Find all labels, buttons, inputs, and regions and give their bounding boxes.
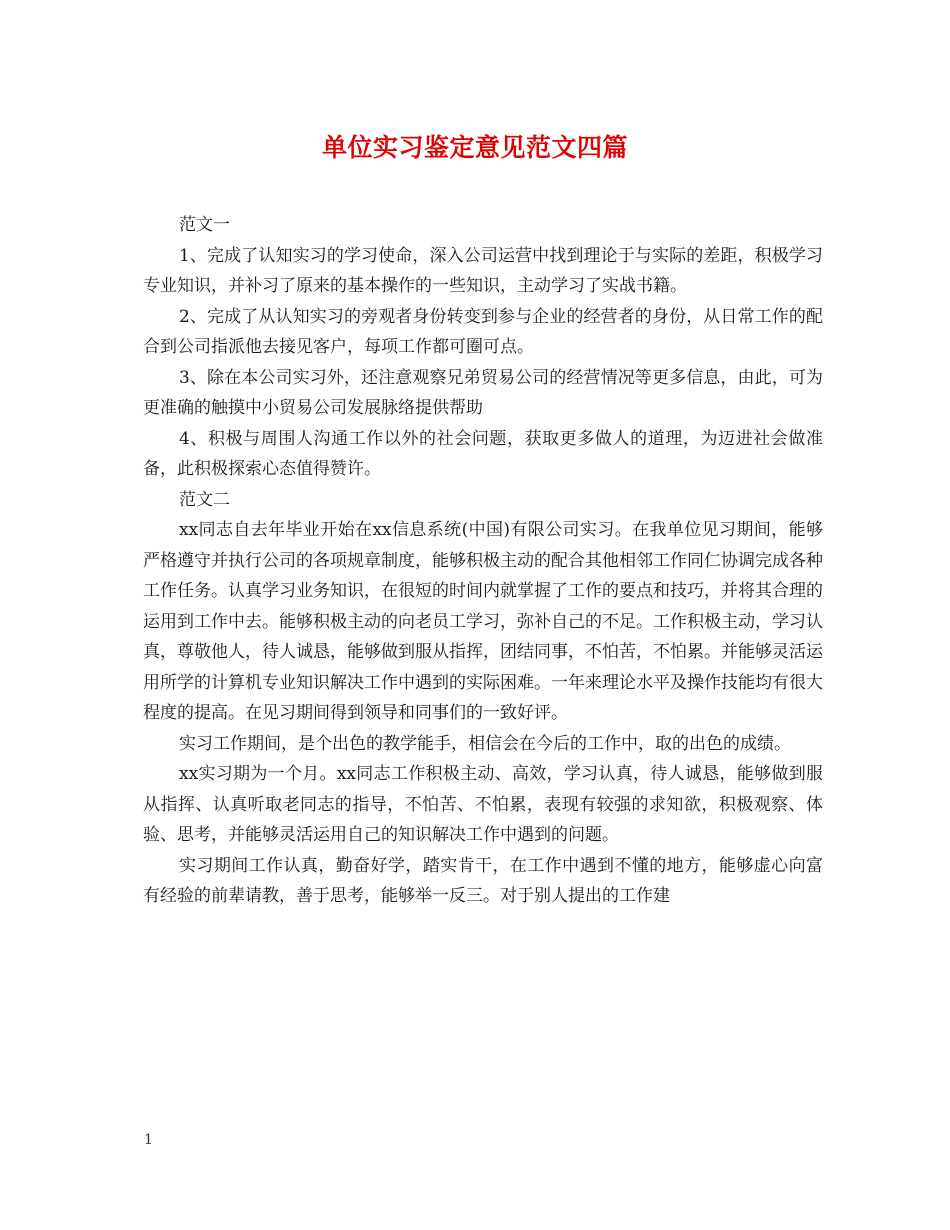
paragraph: 2、完成了从认知实习的旁观者身份转变到参与企业的经营者的身份，从日常工作的配合到公司指派他去接见客户，每项工作都可圈可点。 (143, 306, 823, 357)
paragraph: 4、积极与周围人沟通工作以外的社会问题，获取更多做人的道理，为迈进社会做准备，此积极探索心态值得赞许。 (143, 428, 823, 479)
paragraph: 实习工作期间，是个出色的教学能手，相信会在今后的工作中，取的出色的成绩。 (179, 733, 791, 754)
paragraph: xx同志自去年毕业开始在xx信息系统(中国)有限公司实习。在我单位见习期间，能够严格遵守并执行公司的各项规章制度，能够积极主动的配合其他相邻工作同仁协调完成各种工作任务。认真学习业务知识，在很短的时间内就掌握了工作的要点和技巧，并将其合理的运用到工作中去。能够积极主动的向老员工学习，弥补自己的不足。工作积极主动，学习认真，尊敬他人，待人诚恳，能够做到服从指挥，团结同事，不怕苦，不怕累。并能够灵活运用所学的计算机专业知识解决工作中遇到的实际困难。一年来理论水平及操作技能均有很大程度的提高。在见习期间得到领导和同事们的一致好评。 (143, 520, 823, 723)
paragraph: 1、完成了认知实习的学习使命，深入公司运营中找到理论于与实际的差距，积极学习专业知识，并补习了原来的基本操作的一些知识，主动学习了实战书籍。 (143, 245, 823, 296)
paragraph: xx实习期为一个月。xx同志工作积极主动、高效，学习认真，待人诚恳，能够做到服从指挥、认真听取老同志的指导，不怕苦、不怕累，表现有较强的求知欲，积极观察、体验、思考，并能够灵活运用自己的知识解决工作中遇到的问题。 (143, 764, 823, 845)
paragraph: 3、除在本公司实习外，还注意观察兄弟贸易公司的经营情况等更多信息，由此，可为更准确的触摸中小贸易公司发展脉络提供帮助 (143, 367, 823, 418)
page-number: 1 (144, 1132, 153, 1148)
paragraph: 范文二 (179, 489, 230, 510)
document-body (143, 210, 823, 912)
paragraph: 范文一 (179, 215, 230, 235)
paragraph: 实习期间工作认真，勤奋好学，踏实肯干，在工作中遇到不懂的地方，能够虚心向富有经验的前辈请教，善于思考，能够举一反三。对于别人提出的工作建 (143, 855, 823, 906)
document-title: 单位实习鉴定意见范文四篇 (321, 133, 628, 162)
